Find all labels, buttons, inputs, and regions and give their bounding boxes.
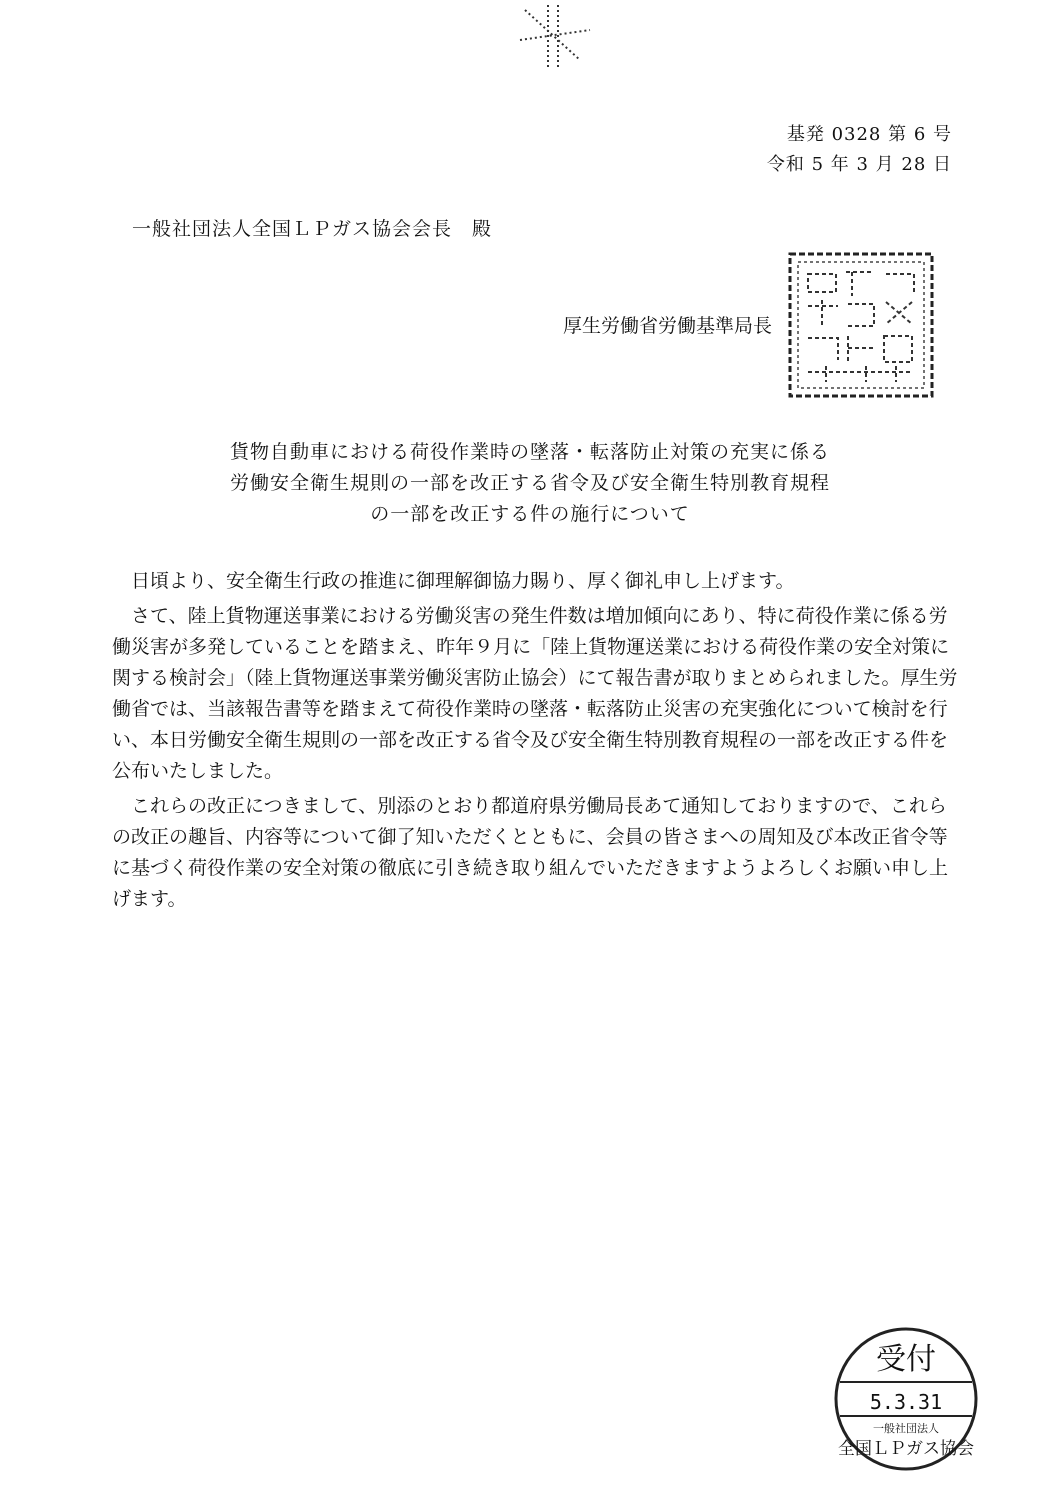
recipient-line: 一般社団法人全国ＬＰガス協会会長 殿 xyxy=(132,218,493,240)
subject-line: 労働安全衛生規則の一部を改正する省令及び安全衛生特別教育規程 xyxy=(229,472,830,494)
official-seal xyxy=(786,250,936,400)
body-paragraph: 日頃より、安全衛生行政の推進に御理解御協力賜り、厚く御礼申し上げます。 xyxy=(131,570,795,592)
body-paragraph: これらの改正につきまして、別添のとおり都道府県労働局長あて通知しておりますので、これらの改正の趣旨、内容等について御了知いただくとともに、会員の皆さまへの周知及び本改正省令等に基づく荷役作業の安全対策の徹底に引き続き取り組んでいただきますようよろしくお願い申し上げます。 xyxy=(112,795,949,910)
receipt-label: 受付 xyxy=(876,1342,936,1377)
receipt-date: 5.3.31 xyxy=(869,1390,943,1414)
receipt-org-top: 一般社団法人 xyxy=(873,1422,939,1435)
document-number: 基発 0328 第 6 号 xyxy=(786,124,952,145)
document-date: 令和 5 年 3 月 28 日 xyxy=(766,154,952,175)
body-paragraph: さて、陸上貨物運送事業における労働災害の発生件数は増加傾向にあり、特に荷役作業に係る労働災害が多発していることを踏まえ、昨年９月に「陸上貨物運送業における荷役作業の安全対策に関する検討会」（陸上貨物運送事業労働災害防止協会）にて報告書が取りまとめられました。厚生労働省では、当該報告書等を踏まえて荷役作業時の墜落・転落防止災害の充実強化について検討を行い、本日労働安全衛生規則の一部を改正する省令及び安全衛生特別教育規程の一部を改正する件を公布いたしました。 xyxy=(112,605,958,782)
scan-artifact-mark xyxy=(500,0,610,80)
receipt-stamp xyxy=(826,1324,986,1474)
subject-heading xyxy=(150,437,910,530)
body-text xyxy=(112,566,962,919)
subject-line: 貨物自動車における荷役作業時の墜落・転落防止対策の充実に係る xyxy=(229,441,830,463)
receipt-org-bottom: 全国ＬＰガス協会 xyxy=(838,1439,974,1459)
subject-line: の一部を改正する件の施行について xyxy=(370,503,690,525)
sender-title: 厚生労働省労働基準局長 xyxy=(563,315,773,337)
